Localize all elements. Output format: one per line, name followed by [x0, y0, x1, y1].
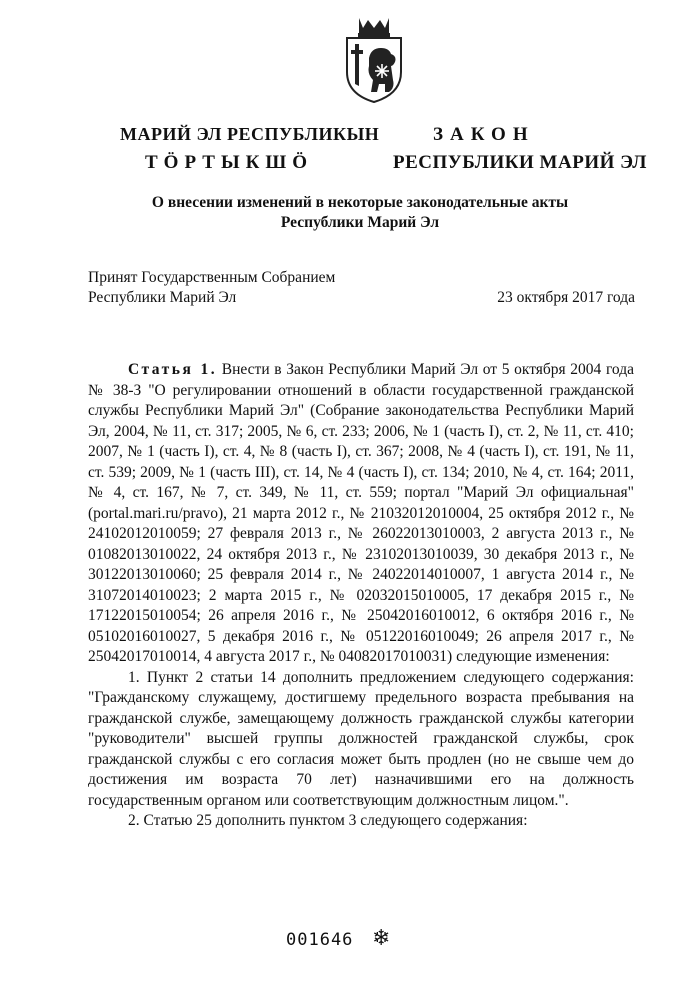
law-subject-line2: Республики Марий Эл [280, 214, 440, 231]
article-1-label: Статья 1. [128, 361, 218, 378]
adopted-by [88, 268, 335, 308]
law-subject-line1: О внесении изменений в некоторые законодательные акты [151, 194, 569, 211]
header-left-line1: МАРИЙ ЭЛ РЕСПУБЛИКЫН [120, 124, 380, 144]
adopted-date: 23 октября 2017 года [497, 289, 635, 306]
header-right-line1: ЗАКОН [433, 124, 535, 145]
document-serial-number: 001646 [286, 930, 354, 950]
coat-of-arms-icon [341, 14, 407, 104]
item-1-paragraph: 1. Пункт 2 статьи 14 дополнить предложением следующего содержания: "Гражданскому служащему, достигшему предельного возраста пребывания на гражданской службе, замещающему должность гражданской службы категории "руководители" высшей группы должностей гражданской службы, срок гражданской службы с его согласия может быть продлен (но не свыше чем до достижения им возраста 70 лет) назначившими его на должность государственным органом или соответствующим должностным лицом.". [88, 668, 634, 809]
header-left-line2: ТӦРТЫКШӦ [145, 152, 314, 173]
item-2-paragraph: 2. Статью 25 дополнить пунктом 3 следующего содержания: [128, 812, 528, 829]
law-subject [50, 193, 670, 233]
adopted-line1: Принят Государственным Собранием [88, 269, 336, 286]
adopted-line2: Республики Марий Эл [88, 289, 237, 306]
header-right-line2: РЕСПУБЛИКИ МАРИЙ ЭЛ [393, 152, 647, 173]
article-1-paragraph [88, 360, 634, 668]
article-1-text: Внести в Закон Республики Марий Эл от 5 октября 2004 года № 38-З "О регулировании отношений в области государственной гражданской службы Республики Марий Эл" (Собрание законодательства Республики Марий Эл, 2004, № 11, ст. 317; 2005, № 6, ст. 233; 2006, № 1 (часть I), ст. 2, № 11, ст. 410; 2007, № 1 (часть I), ст. 4, № 8 (часть I), ст. 367; 2008, № 4 (часть I), ст. 191, № 11, ст. 539; 2009, № 1 (часть III), ст. 14, № 4 (часть I), ст. 134; 2010, № 4, ст. 164; 2011, № 4, ст. 167, № 7, ст. 349, № 11, ст. 559; портал "Марий Эл официальная" (portal.mari.ru/pravo), 21 марта 2012 г., № 21032012010004, 25 октября 2012 г., № 24102012010059; 27 февраля 2013 г., № 26022013010003, 2 августа 2013 г., № 01082013010022, 24 октября 2013 г., № 23102013010039, 30 декабря 2013 г., № 30122013010060; 25 февраля 2014 г., № 24022014010007, 1 августа 2014 г., № 31072014010023; 2 марта 2015 г., № 02032015010005, 17 декабря 2015 г., № 17122015010054; 26 апреля 2016 г., № 25042016010012, 6 октября 2016 г., № 05102016010027, 5 декабря 2016 г., № 05122016010049; 26 апреля 2017 г., № 25042017010014, 4 августа 2017 г., № 04082017010031) следующие изменения: [88, 361, 634, 665]
law-body [88, 360, 634, 832]
snowflake-mark-icon: ❄ [372, 926, 391, 951]
